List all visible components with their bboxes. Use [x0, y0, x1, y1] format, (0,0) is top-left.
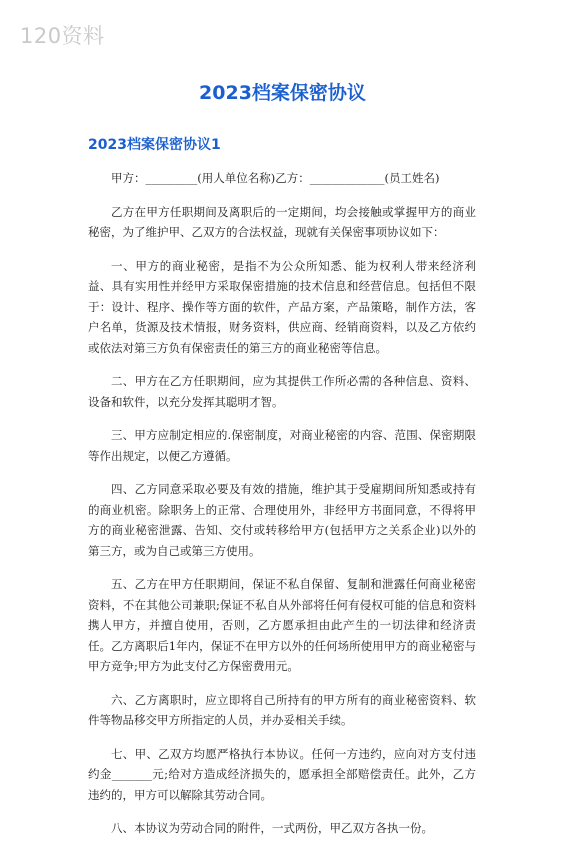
clause-2-paragraph: 二、甲方在乙方任职期间，应为其提供工作所必需的各种信息、资料、设备和软件，以充分发挥其聪明才智。 — [88, 374, 476, 409]
clause-1-paragraph: 一、甲方的商业秘密，是指不为公众所知悉、能为权利人带来经济利益、具有实用性并经甲方采取保密措施的技术信息和经营信息。包括但不限于：设计、程序、操作等方面的软件，产品方案，产品策略，制作方法，客户名单，货源及技术情报，财务资料，供应商、经销商资料，以及乙方依约或依法对第三方负有保密责任的第三方的商业秘密等信息。 — [88, 258, 476, 355]
preamble-paragraph: 乙方在甲方任职期间及离职后的一定期间，均会接触或掌握甲方的商业秘密，为了维护甲、乙双方的合法权益，现就有关保密事项协议如下： — [88, 204, 476, 239]
clause-6-paragraph: 六、乙方离职时，应立即将自己所持有的甲方所有的商业秘密资料、软件等物品移交甲方所指定的人员，并办妥相关手续。 — [88, 692, 476, 727]
clause-3-paragraph: 三、甲方应制定相应的.保密制度，对商业秘密的内容、范围、保密期限等作出规定，以便乙方遵循。 — [88, 428, 476, 463]
clause-4-paragraph: 四、乙方同意采取必要及有效的措施，维护其于受雇期间所知悉或持有的商业机密。除职务上的正常、合理使用外，非经甲方书面同意，不得将甲方的商业秘密泄露、告知、交付或转移给甲方(包括甲方之关系企业)以外的第三方，或为自己或第三方使用。 — [88, 482, 476, 558]
watermark-logo: 120资料 — [20, 24, 105, 48]
agreement-body — [88, 168, 476, 852]
section-heading: 2023档案保密协议1 — [88, 137, 221, 153]
document-title: 2023档案保密协议 — [199, 82, 366, 104]
clause-7-paragraph: 七、甲、乙双方均愿严格执行本协议。任何一方违约，应向对方支付违约金_______元;给对方造成经济损失的，愿承担全部赔偿责任。此外，乙方违约的，甲方可以解除其劳动合同。 — [88, 746, 476, 802]
clause-5-paragraph: 五、乙方在甲方任职期间，保证不私自保留、复制和泄露任何商业秘密资料，不在其他公司兼职;保证不私自从外部将任何有侵权可能的信息和资料携人甲方，并擅自使用，否则，乙方愿承担由此产生的一切法律和经济责任。乙方离职后1年内，保证不在甲方以外的任何场所使用甲方的商业秘密与甲方竞争;甲方为此支付乙方保密费用元。 — [88, 577, 476, 673]
clause-8-paragraph: 八、本协议为劳动合同的附件，一式两份，甲乙双方各执一份。 — [111, 821, 433, 835]
party-line: 甲方：_________(用人单位名称)乙方：_____________(员工姓名) — [111, 171, 440, 185]
